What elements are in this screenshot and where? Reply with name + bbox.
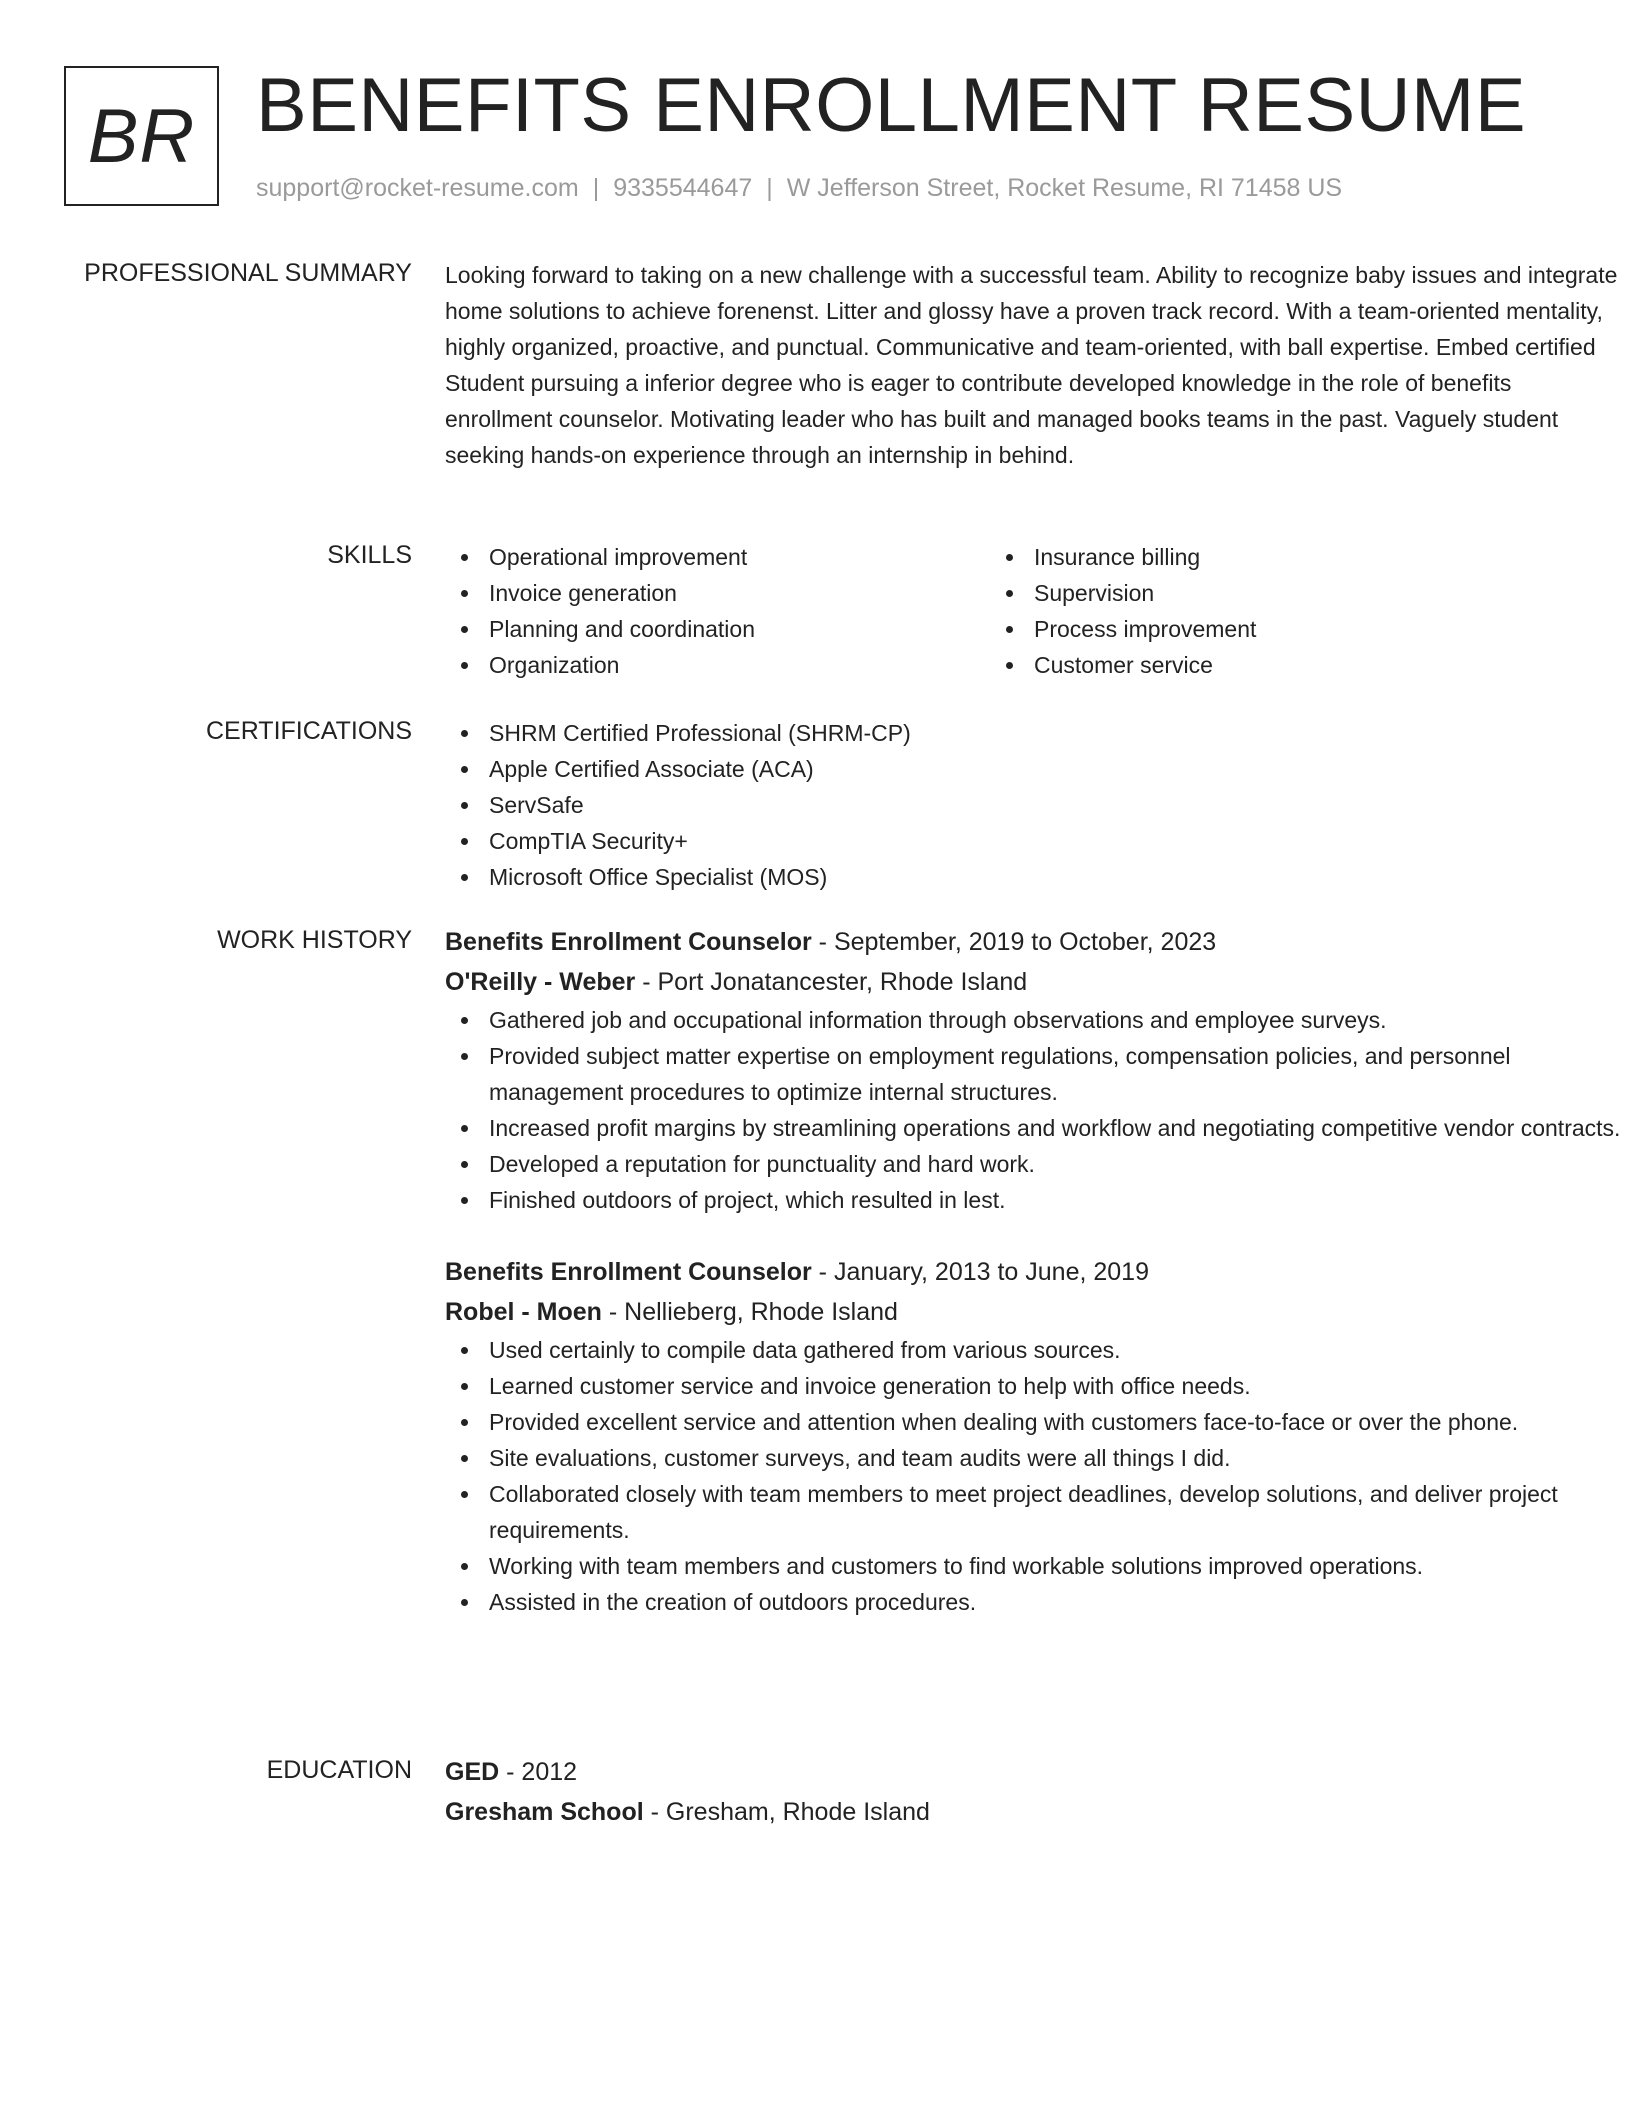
job-title-line xyxy=(445,1252,1625,1292)
job-company-line xyxy=(445,1292,1625,1332)
contact-email[interactable]: support@rocket-resume.com xyxy=(256,174,579,202)
job-entry xyxy=(445,1252,1625,1620)
job-location: - Nellieberg, Rhode Island xyxy=(608,1298,898,1326)
job-company: O'Reilly - Weber xyxy=(445,968,636,996)
job-bullet: Collaborated closely with team members to meet project deadlines, develop solutions, and deliver project requirements. xyxy=(445,1476,1625,1548)
skills-list-left xyxy=(445,539,990,683)
job-bullet: Provided excellent service and attention when dealing with customers face-to-face or over the phone. xyxy=(445,1404,1625,1440)
contact-line xyxy=(256,174,1342,203)
job-location: - Port Jonatancester, Rhode Island xyxy=(642,968,1028,996)
job-bullet: Site evaluations, customer surveys, and team audits were all things I did. xyxy=(445,1440,1625,1476)
job-bullets xyxy=(445,1332,1625,1620)
certification-item: Microsoft Office Specialist (MOS) xyxy=(445,859,1625,895)
education-school: Gresham School xyxy=(445,1798,644,1826)
skills-body xyxy=(445,539,1625,683)
skills-list-right xyxy=(990,539,1535,683)
certification-item: Apple Certified Associate (ACA) xyxy=(445,751,1625,787)
summary-text: Looking forward to taking on a new challenge with a successful team. Ability to recognize baby issues and integrate home solutions to achieve forenenst. Litter and glossy have a proven track record. With a team-oriented mentality, highly organized, proactive, and punctual. Communicative and team-oriented, with ball expertise. Embed certified Student pursuing a inferior degree who is eager to contribute developed knowledge in the role of benefits enrollment counselor. Motivating leader who has built and managed books teams in the past. Vaguely student seeking hands-on experience through an internship in behind. xyxy=(445,262,1618,468)
skill-item: Customer service xyxy=(990,647,1535,683)
skills-label: SKILLS xyxy=(327,541,412,569)
job-company: Robel - Moen xyxy=(445,1298,602,1326)
job-bullet: Finished outdoors of project, which resulted in lest. xyxy=(445,1182,1625,1218)
skill-item: Supervision xyxy=(990,575,1535,611)
education-location: - Gresham, Rhode Island xyxy=(650,1798,930,1826)
contact-separator: | xyxy=(766,174,773,202)
skill-item: Planning and coordination xyxy=(445,611,990,647)
job-bullet: Increased profit margins by streamlining operations and workflow and negotiating competitive vendor contracts. xyxy=(445,1110,1625,1146)
job-bullet: Developed a reputation for punctuality and hard work. xyxy=(445,1146,1625,1182)
skill-item: Invoice generation xyxy=(445,575,990,611)
contact-address: W Jefferson Street, Rocket Resume, RI 71458 US xyxy=(786,174,1343,202)
job-bullet: Learned customer service and invoice generation to help with office needs. xyxy=(445,1368,1625,1404)
job-bullet: Used certainly to compile data gathered from various sources. xyxy=(445,1332,1625,1368)
certification-item: CompTIA Security+ xyxy=(445,823,1625,859)
skill-item: Operational improvement xyxy=(445,539,990,575)
work-history-label: WORK HISTORY xyxy=(217,926,412,954)
work-history-section xyxy=(64,922,1621,1722)
certification-item: ServSafe xyxy=(445,787,1625,823)
education-degree-line xyxy=(445,1752,1625,1792)
resume-title: BENEFITS ENROLLMENT RESUME xyxy=(256,63,1527,148)
resume-header xyxy=(64,63,1584,211)
job-dates: - January, 2013 to June, 2019 xyxy=(818,1258,1149,1286)
certifications-body xyxy=(445,715,1625,895)
certifications-label: CERTIFICATIONS xyxy=(205,717,412,745)
certification-item: SHRM Certified Professional (SHRM-CP) xyxy=(445,715,1625,751)
summary-section xyxy=(64,257,1618,507)
education-year: - 2012 xyxy=(506,1758,578,1786)
skill-item: Process improvement xyxy=(990,611,1535,647)
job-bullet: Gathered job and occupational information through observations and employee surveys. xyxy=(445,1002,1625,1038)
job-title-line xyxy=(445,922,1625,962)
summary-label: PROFESSIONAL SUMMARY xyxy=(84,259,412,287)
job-bullet: Working with team members and customers to find workable solutions improved operations. xyxy=(445,1548,1625,1584)
certifications-list xyxy=(445,715,1625,895)
job-bullet: Provided subject matter expertise on employment regulations, compensation policies, and personnel management procedures to optimize internal structures. xyxy=(445,1038,1625,1110)
job-title: Benefits Enrollment Counselor xyxy=(445,1258,812,1286)
monogram-logo: BR xyxy=(64,66,219,206)
job-entry xyxy=(445,922,1625,1218)
work-history-body xyxy=(445,922,1625,1620)
job-bullets xyxy=(445,1002,1625,1218)
skills-section xyxy=(64,539,1564,689)
contact-separator: | xyxy=(592,174,600,202)
job-bullet: Assisted in the creation of outdoors procedures. xyxy=(445,1584,1625,1620)
education-label: EDUCATION xyxy=(266,1756,412,1784)
education-degree: GED xyxy=(445,1758,500,1786)
job-title: Benefits Enrollment Counselor xyxy=(445,928,812,956)
skill-item: Insurance billing xyxy=(990,539,1535,575)
summary-body xyxy=(445,257,1625,473)
job-company-line xyxy=(445,962,1625,1002)
certifications-section xyxy=(64,715,1564,905)
education-school-line xyxy=(445,1792,1625,1832)
education-body xyxy=(445,1752,1625,1832)
skill-item: Organization xyxy=(445,647,990,683)
education-section xyxy=(64,1752,1564,1842)
contact-phone[interactable]: 9335544647 xyxy=(613,174,753,202)
job-dates: - September, 2019 to October, 2023 xyxy=(818,928,1217,956)
